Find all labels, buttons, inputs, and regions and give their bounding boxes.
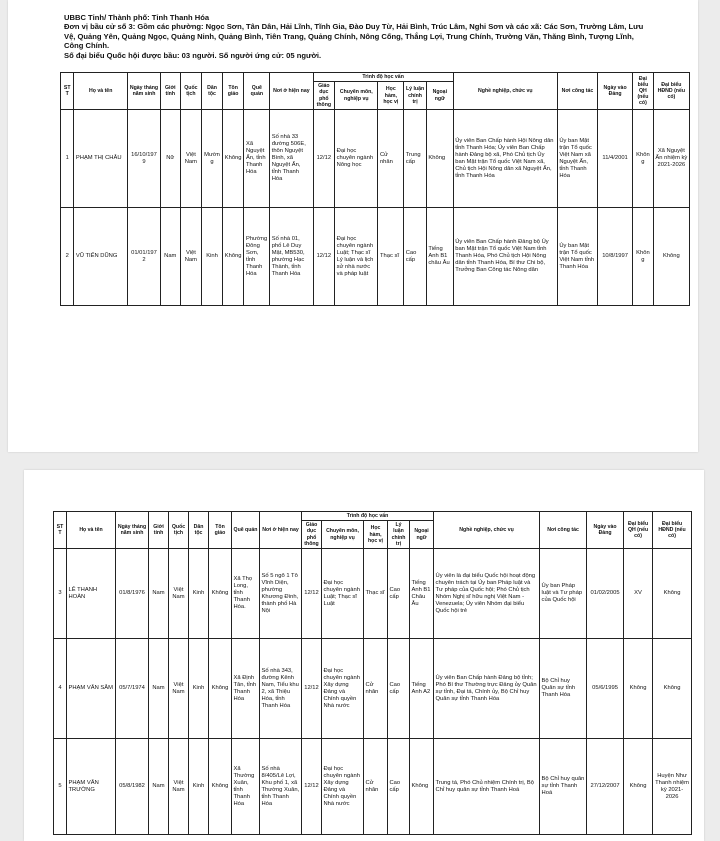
- col-hometown: Quê quán: [232, 512, 260, 549]
- cell-language: Tiếng Anh B1 Châu Âu: [410, 549, 434, 639]
- col-workplace: Nơi công tác: [540, 512, 587, 549]
- electoral-committee-title: UBBC Tỉnh/ Thành phố: Tỉnh Thanh Hóa: [64, 13, 210, 22]
- cell-academic: Cử nhân: [364, 639, 388, 739]
- col-language: Ngoại ngữ: [410, 521, 434, 549]
- col-workplace: Nơi công tác: [557, 73, 597, 110]
- cell-na-delegate: XV: [624, 549, 653, 639]
- cell-dob: 01/01/1972: [128, 208, 161, 306]
- col-nationality: Quốc tịch: [180, 73, 202, 110]
- cell-occupation: Trung tá, Phó Chủ nhiệm Chính trị, Bộ Chỉ huy quân sự tỉnh Thanh Hoá: [434, 739, 540, 835]
- cell-hometown: Xã Thường Xuân, tỉnh Thanh Hóa: [232, 739, 260, 835]
- cell-language: Không: [410, 739, 434, 835]
- col-specialty: Chuyên môn, nghiệp vụ: [322, 521, 364, 549]
- cell-party-date: 27/12/2007: [587, 739, 624, 835]
- cell-gender: Nam: [149, 639, 169, 739]
- col-ethnicity: Dân tộc: [189, 512, 209, 549]
- cell-political: Trung cấp: [404, 110, 427, 208]
- col-general-edu: Giáo dục phổ thông: [302, 521, 322, 549]
- candidate-table-page-2: [53, 511, 692, 835]
- table-row: [54, 639, 692, 739]
- cell-language: Không: [426, 110, 453, 208]
- cell-political: Cao cấp: [388, 549, 410, 639]
- col-dob: Ngày tháng năm sinh: [116, 512, 149, 549]
- cell-ethnicity: Kinh: [202, 208, 223, 306]
- col-gender: Giới tính: [160, 73, 180, 110]
- col-religion: Tôn giáo: [209, 512, 232, 549]
- cell-academic: Thạc sĩ: [364, 549, 388, 639]
- table-row: [54, 549, 692, 639]
- col-hometown: Quê quán: [244, 73, 270, 110]
- cell-ethnicity: Kinh: [189, 639, 209, 739]
- cell-gender: Nam: [149, 549, 169, 639]
- cell-council-delegate: Xã Nguyệt Ấn nhiệm kỳ 2021-2026: [653, 110, 689, 208]
- cell-hometown: Xã Thọ Long, tỉnh Thanh Hóa.: [232, 549, 260, 639]
- cell-stt: 2: [61, 208, 74, 306]
- cell-academic: Cử nhân: [378, 110, 404, 208]
- cell-workplace: Ủy ban Pháp luật và Tư pháp của Quốc hội: [540, 549, 587, 639]
- cell-nationality: Việt Nam: [169, 549, 189, 639]
- cell-residence: Số nhà 343, đường Kênh Nam, Tiểu khu 2, xã Thiệu Hóa, tỉnh Thanh Hóa: [260, 639, 302, 739]
- col-council-delegate: Đại biểu HĐND (nếu có): [653, 512, 692, 549]
- col-education-group: Trình độ học vấn: [313, 73, 453, 82]
- document-page-2: [24, 470, 704, 841]
- cell-political: Cao cấp: [388, 739, 410, 835]
- cell-party-date: 05/6/1995: [587, 639, 624, 739]
- cell-occupation: Ủy viên là đại biểu Quốc hội hoạt động chuyên trách tại Ủy ban Pháp luật và Tư pháp của Quốc hội; Phó Chủ tịch Nhóm Nghị sĩ hữu nghị Việt Nam - Venezuela; Ủy viên Nhóm đại biểu Quốc hội trẻ: [434, 549, 540, 639]
- cell-religion: Không: [222, 208, 244, 306]
- col-academic: Học hàm, học vị: [378, 82, 404, 110]
- cell-residence: Số 5 ngõ 1 Tô Vĩnh Diện, phường Khương Đình, thành phố Hà Nội: [260, 549, 302, 639]
- cell-workplace: Ủy ban Mặt trận Tổ quốc Việt Nam tỉnh Thanh Hóa: [557, 208, 597, 306]
- cell-academic: Thạc sĩ: [378, 208, 404, 306]
- cell-dob: 01/8/1976: [116, 549, 149, 639]
- cell-political: Cao cấp: [404, 208, 427, 306]
- col-residence: Nơi ở hiện nay: [270, 73, 313, 110]
- delegate-count-summary: Số đại biểu Quốc hội được bầu: 03 người. Số người ứng cử: 05 người.: [64, 50, 322, 60]
- col-academic: Học hàm, học vị: [364, 521, 388, 549]
- col-name: Họ và tên: [74, 73, 128, 110]
- cell-language: Tiếng Anh B1 châu Âu: [426, 208, 453, 306]
- col-party-date: Ngày vào Đảng: [587, 512, 624, 549]
- col-name: Họ và tên: [67, 512, 116, 549]
- cell-hometown: Xã Nguyệt Ấn, tỉnh Thanh Hóa: [244, 110, 270, 208]
- cell-name: PHẠM VĂN TRƯỜNG: [67, 739, 116, 835]
- cell-stt: 4: [54, 639, 67, 739]
- document-header: [64, 13, 644, 60]
- cell-council-delegate: Không: [653, 639, 692, 739]
- cell-religion: Không: [209, 549, 232, 639]
- col-education-group: Trình độ học vấn: [302, 512, 434, 521]
- col-council-delegate: Đại biểu HĐND (nếu có): [653, 73, 689, 110]
- col-na-delegate: Đại biểu QH (nếu có): [633, 73, 654, 110]
- col-religion: Tôn giáo: [222, 73, 244, 110]
- cell-name: PHẠM VĂN SÂM: [67, 639, 116, 739]
- cell-political: Cao cấp: [388, 639, 410, 739]
- cell-occupation: Ủy viên Ban Chấp hành Đảng bộ Ủy ban Mặt trận Tổ quốc Việt Nam tỉnh Thanh Hóa, Phó Chủ tịch Hội Nông dân tỉnh Thanh Hóa, Bí thư Chi bộ, Trưởng Ban Công tác Nông dân: [453, 208, 557, 306]
- cell-general-edu: 12/12: [302, 639, 322, 739]
- cell-religion: Không: [209, 739, 232, 835]
- cell-occupation: Ủy viên Ban Chấp hành Đảng bộ tỉnh; Phó Bí thư Thường trực Đảng ủy Quân sự tỉnh, Đại tá, Chính ủy, Bộ Chỉ huy Quân sự tỉnh Thanh Hóa: [434, 639, 540, 739]
- cell-nationality: Việt Nam: [169, 739, 189, 835]
- cell-specialty: Đại học chuyên ngành Xây dựng Đảng và Chính quyền Nhà nước: [322, 739, 364, 835]
- cell-ethnicity: Kinh: [189, 739, 209, 835]
- cell-na-delegate: Không: [633, 208, 654, 306]
- cell-occupation: Ủy viên Ban Chấp hành Hội Nông dân tỉnh Thanh Hóa; Ủy viên Ban Chấp hành Đảng bộ xã, Phó Chủ tịch Ủy ban Mặt trận Tổ quốc Việt Nam xã, Chủ tịch Hội Nông dân xã Nguyệt Ấn, tỉnh Thanh Hóa: [453, 110, 557, 208]
- cell-party-date: 10/8/1997: [598, 208, 633, 306]
- cell-nationality: Việt Nam: [180, 208, 202, 306]
- cell-general-edu: 12/12: [313, 110, 335, 208]
- cell-council-delegate: Không: [653, 208, 689, 306]
- cell-stt: 1: [61, 110, 74, 208]
- cell-stt: 5: [54, 739, 67, 835]
- cell-religion: Không: [222, 110, 244, 208]
- cell-general-edu: 12/12: [302, 739, 322, 835]
- col-occupation: Nghề nghiệp, chức vụ: [434, 512, 540, 549]
- col-nationality: Quốc tịch: [169, 512, 189, 549]
- cell-council-delegate: Không: [653, 549, 692, 639]
- cell-na-delegate: Không: [624, 739, 653, 835]
- cell-language: Tiếng Anh A2: [410, 639, 434, 739]
- col-ethnicity: Dân tộc: [202, 73, 223, 110]
- document-page-1: [8, 0, 698, 452]
- table-row: [54, 739, 692, 835]
- cell-nationality: Việt Nam: [169, 639, 189, 739]
- cell-name: LÊ THANH HOÀN: [67, 549, 116, 639]
- col-occupation: Nghề nghiệp, chức vụ: [453, 73, 557, 110]
- cell-residence: Số nhà 8/405/Lê Lợi, Khu phố 1, xã Thường Xuân, tỉnh Thanh Hóa: [260, 739, 302, 835]
- col-language: Ngoại ngữ: [426, 82, 453, 110]
- col-dob: Ngày tháng năm sinh: [128, 73, 161, 110]
- col-party-date: Ngày vào Đảng: [598, 73, 633, 110]
- col-na-delegate: Đại biểu QH (nếu có): [624, 512, 653, 549]
- cell-workplace: Bộ Chỉ huy Quân sự tỉnh Thanh Hóa: [540, 639, 587, 739]
- cell-gender: Nữ: [160, 110, 180, 208]
- col-stt: STT: [54, 512, 67, 549]
- cell-specialty: Đại học chuyên ngành Xây dựng Đảng và Chính quyền Nhà nước: [322, 639, 364, 739]
- cell-ethnicity: Kinh: [189, 549, 209, 639]
- cell-gender: Nam: [160, 208, 180, 306]
- col-political: Lý luận chính trị: [404, 82, 427, 110]
- cell-name: VŨ TIẾN DŨNG: [74, 208, 128, 306]
- cell-residence: Số nhà 33 đường 506E, thôn Nguyệt Bình, xã Nguyệt Ấn, tỉnh Thanh Hóa: [270, 110, 313, 208]
- cell-ethnicity: Mường: [202, 110, 223, 208]
- cell-workplace: Ủy ban Mặt trận Tổ quốc Việt Nam xã Nguyệt Ấn, tỉnh Thanh Hóa: [557, 110, 597, 208]
- cell-gender: Nam: [149, 739, 169, 835]
- cell-specialty: Đại học chuyên ngành Luật; Thạc sĩ Lý luận và lịch sử nhà nước và pháp luật: [335, 208, 378, 306]
- candidate-table-page-1: [60, 72, 690, 306]
- col-stt: STT: [61, 73, 74, 110]
- cell-residence: Số nhà 01, phố Lê Duy Mật, MB530, phường Hạc Thành, tỉnh Thanh Hóa: [270, 208, 313, 306]
- cell-party-date: 11/4/2001: [598, 110, 633, 208]
- cell-dob: 05/8/1982: [116, 739, 149, 835]
- cell-specialty: Đại học chuyên ngành Nông học: [335, 110, 378, 208]
- table-row: [61, 110, 690, 208]
- cell-dob: 16/10/1979: [128, 110, 161, 208]
- col-general-edu: Giáo dục phổ thông: [313, 82, 335, 110]
- cell-hometown: Xã Định Tân, tỉnh Thanh Hóa: [232, 639, 260, 739]
- col-political: Lý luận chính trị: [388, 521, 410, 549]
- cell-dob: 05/7/1974: [116, 639, 149, 739]
- cell-party-date: 01/02/2005: [587, 549, 624, 639]
- cell-na-delegate: Không: [633, 110, 654, 208]
- cell-council-delegate: Huyện Như Thanh nhiệm kỳ 2021-2026: [653, 739, 692, 835]
- cell-general-edu: 12/12: [302, 549, 322, 639]
- cell-stt: 3: [54, 549, 67, 639]
- cell-workplace: Bộ Chỉ huy quân sự tỉnh Thanh Hoá: [540, 739, 587, 835]
- cell-na-delegate: Không: [624, 639, 653, 739]
- cell-religion: Không: [209, 639, 232, 739]
- cell-hometown: Phường Đông Sơn, tỉnh Thanh Hóa: [244, 208, 270, 306]
- cell-name: PHẠM THỊ CHÂU: [74, 110, 128, 208]
- cell-general-edu: 12/12: [313, 208, 335, 306]
- cell-academic: Cử nhân: [364, 739, 388, 835]
- col-gender: Giới tính: [149, 512, 169, 549]
- cell-specialty: Đại học chuyên ngành Luật; Thạc sĩ Luật: [322, 549, 364, 639]
- electoral-unit-description: Đơn vị bầu cử số 3: Gồm các phường: Ngọc Sơn, Tân Dân, Hải Lĩnh, Tĩnh Gia, Đào Duy Từ, Hải Bình, Trúc Lâm, Nghi Sơn và các xã: Các Sơn, Trường Lâm, Lưu Vệ, Quảng Yên, Quảng Ngọc, Quảng Ninh, Quảng Bình, Tiên Trang, Quảng Chính, Nông Cống, Thắng Lợi, Trung Chính, Trường Văn, Thăng Bình, Tượng Lĩnh, Công Chính.: [64, 22, 644, 51]
- col-residence: Nơi ở hiện nay: [260, 512, 302, 549]
- col-specialty: Chuyên môn, nghiệp vụ: [335, 82, 378, 110]
- table-row: [61, 208, 690, 306]
- cell-nationality: Việt Nam: [180, 110, 202, 208]
